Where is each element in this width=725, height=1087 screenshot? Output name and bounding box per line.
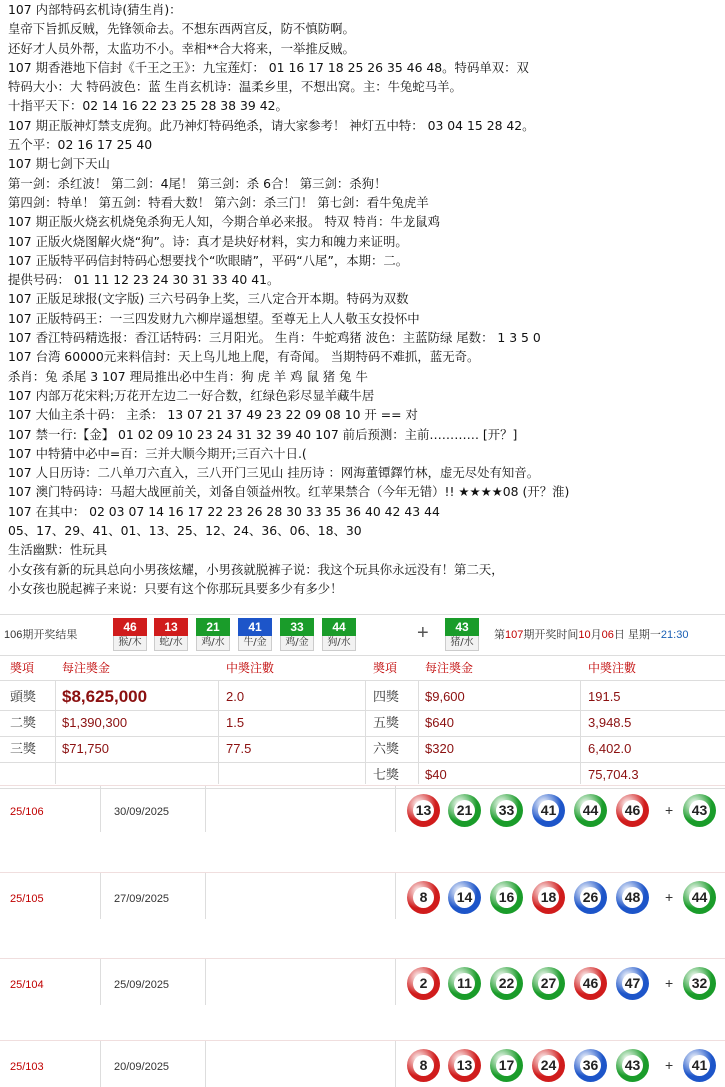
result-ball-zodiac: 蛇/水: [154, 636, 188, 651]
draw-column-divider: [100, 873, 101, 919]
prize-amount: $640: [425, 715, 454, 730]
lottery-ball: [490, 794, 523, 827]
prize-table-header: 每注奬金: [425, 661, 474, 675]
lottery-ball-number: 14: [454, 887, 475, 908]
special-ball-number: 44: [689, 887, 710, 908]
lottery-ball: [448, 967, 481, 1000]
text-line: 107 期正版火烧玄机烧兔杀狗无人知，今期合单必来报。 特双 特肖：牛龙鼠鸡: [8, 214, 440, 230]
prize-tier-label: 二獎: [10, 715, 37, 730]
draw-date: 25/09/2025: [114, 979, 170, 991]
special-lottery-ball: [683, 881, 716, 914]
next-draw-time: 第107期开奖时间10月06日 星期一21:30: [494, 629, 689, 641]
prize-amount: $9,600: [425, 689, 465, 704]
last-draw-title: 106期开奖结果: [4, 629, 78, 641]
lottery-ball-number: 48: [622, 887, 643, 908]
special-lottery-ball: [683, 1049, 716, 1082]
lottery-ball-number: 21: [454, 800, 475, 821]
draw-issue: 25/105: [10, 893, 44, 905]
special-plus-sign: +: [665, 1057, 674, 1073]
prize-table-header: 中奬注數: [588, 661, 637, 675]
text-line: 107 期七剑下天山: [8, 156, 110, 172]
prize-amount: $320: [425, 741, 454, 756]
draw-issue: 25/103: [10, 1061, 44, 1073]
special-result-ball: [445, 618, 479, 652]
lottery-ball: [490, 967, 523, 1000]
special-plus-sign: +: [665, 802, 674, 818]
lottery-ball: [616, 967, 649, 1000]
special-ball-number: 32: [689, 973, 710, 994]
text-line: 107 澳门特码诗：马超大战匣前关，刘备自领益州牧。红苹果禁合（今年无错）!! ★★★★08 (开？淮): [8, 484, 570, 500]
text-line: 107 中特猜中必中=百：三并大顺今期开;三百六十日.(: [8, 445, 307, 461]
text-line: 107 正版足球报(文字版) 三六号码争上奖，三八定合开本期。特码为双数: [8, 291, 409, 307]
lottery-ball-number: 13: [454, 1055, 475, 1076]
draw-row: [0, 872, 725, 959]
lottery-ball: [407, 794, 440, 827]
lottery-ball-number: 46: [622, 800, 643, 821]
special-lottery-ball: [683, 967, 716, 1000]
prize-table-header: 中奬注數: [226, 661, 275, 675]
winner-count: 6,402.0: [588, 741, 632, 756]
text-line: 皇帝下旨抓反贼，先锋领命去。不想东西两宫反，防不慎防啊。: [8, 21, 355, 37]
prize-tier-label: 五獎: [373, 715, 400, 730]
result-ball-number: 46: [113, 618, 147, 636]
lottery-ball-number: 11: [454, 973, 475, 994]
text-line: 107 正版特码王：一三四发财九六柳岸遥想望。至尊无上人人敬玉女投怀中: [8, 310, 420, 326]
lottery-ball: [574, 881, 607, 914]
special-plus-sign: +: [665, 975, 674, 991]
special-ball-zodiac: 猪/水: [445, 636, 479, 651]
text-line: 107 内部特码玄机诗(猜生肖)：: [8, 2, 182, 17]
draw-issue: 25/106: [10, 806, 44, 818]
winner-count: 3,948.5: [588, 715, 632, 730]
text-line: 特码大小：大 特码波色：蓝 生肖玄机诗：温柔乡里，不想出窝。主：牛兔蛇马羊。: [8, 79, 462, 95]
result-ball-zodiac: 狗/水: [322, 636, 356, 651]
lottery-ball-number: 33: [496, 800, 517, 821]
prize-amount: $1,390,300: [62, 715, 128, 730]
draw-column-divider: [395, 1041, 396, 1087]
text-line: 还好才人员外帮，太监功不小。幸相**合大将来，一举推反贼。: [8, 40, 355, 56]
lottery-ball-number: 13: [413, 800, 434, 821]
lottery-ball: [448, 794, 481, 827]
draw-row: [0, 785, 725, 873]
prize-table-column-divider: [418, 680, 419, 784]
lottery-ball: [532, 881, 565, 914]
lottery-ball: [448, 881, 481, 914]
lottery-ball-number: 47: [622, 973, 643, 994]
lottery-ball-number: 8: [413, 887, 434, 908]
result-ball: [238, 618, 272, 652]
lottery-ball-number: 2: [413, 973, 434, 994]
special-ball-number: 43: [689, 800, 710, 821]
prize-tier-label: 六獎: [373, 741, 400, 756]
lottery-ball-number: 17: [496, 1055, 517, 1076]
prize-tier-label: 三獎: [10, 741, 37, 756]
text-line: 107 在其中： 02 03 07 14 16 17 22 23 26 28 30 33 35 36 40 42 43 44: [8, 503, 440, 519]
lottery-ball-number: 44: [580, 800, 601, 821]
draw-column-divider: [395, 873, 396, 919]
prize-tier-label: 四獎: [373, 689, 400, 704]
lottery-ball: [532, 1049, 565, 1082]
result-ball: [154, 618, 188, 652]
prize-table: [0, 656, 725, 784]
text-line: 107 台湾 60000元来料信封：天上鸟儿地上爬，有奇闻。 当期特码不难抓，蓝无奇。: [8, 349, 480, 365]
text-line: 107 正版特平码信封特码心想要找个“吹眼睛”，平码“八尾”，本期：二。: [8, 252, 409, 268]
result-ball-number: 33: [280, 618, 314, 636]
lottery-ball-number: 18: [538, 887, 559, 908]
draw-column-divider: [205, 1041, 206, 1087]
lottery-ball: [616, 1049, 649, 1082]
prize-tier-label: 七獎: [373, 767, 400, 782]
text-line: 107 期香港地下信封《千王之王》：九宝莲灯： 01 16 17 18 25 26 35 46 48。特码单双：双: [8, 59, 529, 75]
lottery-ball-number: 26: [580, 887, 601, 908]
result-ball-number: 41: [238, 618, 272, 636]
text-line: 小女孩也脱起裤子来说：只要有这个你那玩具要多少有多少！: [8, 580, 343, 596]
prize-table-header: 奬項: [10, 661, 35, 675]
special-ball-number: 43: [445, 618, 479, 636]
draw-column-divider: [100, 959, 101, 1005]
result-ball-number: 44: [322, 618, 356, 636]
draw-column-divider: [205, 873, 206, 919]
draw-date: 27/09/2025: [114, 893, 170, 905]
text-line: 杀肖：兔 杀尾 3 107 理局推出必中生肖：狗 虎 羊 鸡 鼠 猪 兔 牛: [8, 368, 368, 384]
draw-column-divider: [100, 786, 101, 832]
lottery-ball: [616, 881, 649, 914]
prize-amount: $71,750: [62, 741, 109, 756]
lottery-ball: [574, 794, 607, 827]
lottery-ball: [490, 1049, 523, 1082]
prize-tier-label: 頭獎: [10, 689, 37, 704]
text-line: 小女孩有新的玩具总向小男孩炫耀，小男孩就脱裤子说：我这个玩具你永远没有！第二天，: [8, 561, 504, 577]
result-ball: [322, 618, 356, 652]
result-ball-zodiac: 牛/金: [238, 636, 272, 651]
text-line: 五个平：02 16 17 25 40: [8, 137, 153, 153]
text-line: 十指平天下：02 14 16 22 23 25 28 38 39 42。: [8, 98, 288, 114]
draw-row: [0, 958, 725, 1041]
text-line: 第四剑：特单！ 第五剑：特看大数！ 第六剑：杀三门！ 第七剑：看牛兔虎羊: [8, 194, 429, 210]
prize-table-column-divider: [218, 680, 219, 784]
text-line: 107 内部万花宋料;万花开左边二一好合数，红绿色彩尽显羊藏牛居: [8, 387, 375, 403]
text-line: 107 禁一行:【金】 01 02 09 10 23 24 31 32 39 40 107 前后预测：主前………… [开？]: [8, 426, 518, 442]
result-ball-zodiac: 鸡/金: [280, 636, 314, 651]
result-ball-number: 13: [154, 618, 188, 636]
winner-count: 77.5: [226, 741, 252, 756]
result-ball: [113, 618, 147, 652]
lottery-ball: [574, 1049, 607, 1082]
lottery-ball: [490, 881, 523, 914]
lottery-ball-number: 27: [538, 973, 559, 994]
winner-count: 75,704.3: [588, 767, 639, 782]
result-ball: [280, 618, 314, 652]
lottery-ball: [616, 794, 649, 827]
prize-table-column-divider: [365, 680, 366, 784]
text-line: 107 期正版神灯禁支虎狗。此乃神灯特码绝杀，请大家参考！ 神灯五中特： 03 04 15 28 42。: [8, 117, 535, 133]
draw-column-divider: [205, 959, 206, 1005]
prize-table-column-divider: [55, 680, 56, 784]
text-line: 05、17、29、41、01、13、25、12、24、36、06、18、30: [8, 523, 362, 539]
draw-column-divider: [100, 1041, 101, 1087]
lottery-ball-number: 43: [622, 1055, 643, 1076]
special-ball-number: 41: [689, 1055, 710, 1076]
text-line: 107 人日历诗：二八单刀六直入，三八开门三见山 挂历诗 ：网海董镡鐸竹林，虚无尽处有知音。: [8, 465, 540, 481]
lottery-ball-number: 8: [413, 1055, 434, 1076]
lottery-ball: [532, 967, 565, 1000]
result-ball-number: 21: [196, 618, 230, 636]
result-ball-zodiac: 鸡/水: [196, 636, 230, 651]
lottery-ball-number: 36: [580, 1055, 601, 1076]
prize-table-header: 每注奬金: [62, 661, 111, 675]
winner-count: 2.0: [226, 689, 245, 704]
text-line: 107 正版火烧图解火烧“狗”。诗：真才是块好材料，实力和魄力来证明。: [8, 233, 408, 249]
lottery-ball: [532, 794, 565, 827]
lottery-ball-number: 24: [538, 1055, 559, 1076]
prize-amount: $40: [425, 767, 447, 782]
draw-issue: 25/104: [10, 979, 44, 991]
draw-column-divider: [205, 786, 206, 832]
special-plus-sign: +: [417, 622, 429, 644]
text-line: 生活幽默：性玩具: [8, 542, 108, 558]
text-line: 107 大仙主杀十码： 主杀： 13 07 21 37 49 23 22 09 08 10 开 == 对: [8, 407, 418, 423]
draw-date: 20/09/2025: [114, 1061, 170, 1073]
draw-date: 30/09/2025: [114, 806, 170, 818]
winner-count: 191.5: [588, 689, 621, 704]
text-line: 提供号码： 01 11 12 23 24 30 31 33 40 41。: [8, 272, 280, 288]
draw-row: [0, 1040, 725, 1073]
last-draw-result-bar: [0, 614, 725, 656]
lottery-ball-number: 22: [496, 973, 517, 994]
draw-column-divider: [395, 786, 396, 832]
prize-table-row-divider: [0, 680, 725, 681]
winner-count: 1.5: [226, 715, 245, 730]
lottery-ball: [574, 967, 607, 1000]
special-plus-sign: +: [665, 889, 674, 905]
lottery-ball-number: 16: [496, 887, 517, 908]
lottery-ball: [448, 1049, 481, 1082]
lottery-ball: [407, 881, 440, 914]
result-ball: [196, 618, 230, 652]
text-line: 107 香江特码精选报：香江话特码：三月阳光。 生肖：牛蛇鸡猪 波色：主蓝防绿 尾数： 1 3 5 0: [8, 330, 541, 346]
special-lottery-ball: [683, 794, 716, 827]
lottery-ball-number: 41: [538, 800, 559, 821]
prize-amount: $8,625,000: [62, 687, 148, 706]
prize-table-column-divider: [580, 680, 581, 784]
prize-table-header: 奬項: [373, 661, 398, 675]
lottery-ball: [407, 967, 440, 1000]
lottery-ball: [407, 1049, 440, 1082]
text-line: 第一剑：杀红波！ 第二剑：4尾！ 第三剑：杀 6合！ 第三剑：杀狗！: [8, 175, 387, 191]
lottery-ball-number: 46: [580, 973, 601, 994]
draw-column-divider: [395, 959, 396, 1005]
announcement-text-block: [8, 0, 720, 614]
result-ball-zodiac: 猴/木: [113, 636, 147, 651]
